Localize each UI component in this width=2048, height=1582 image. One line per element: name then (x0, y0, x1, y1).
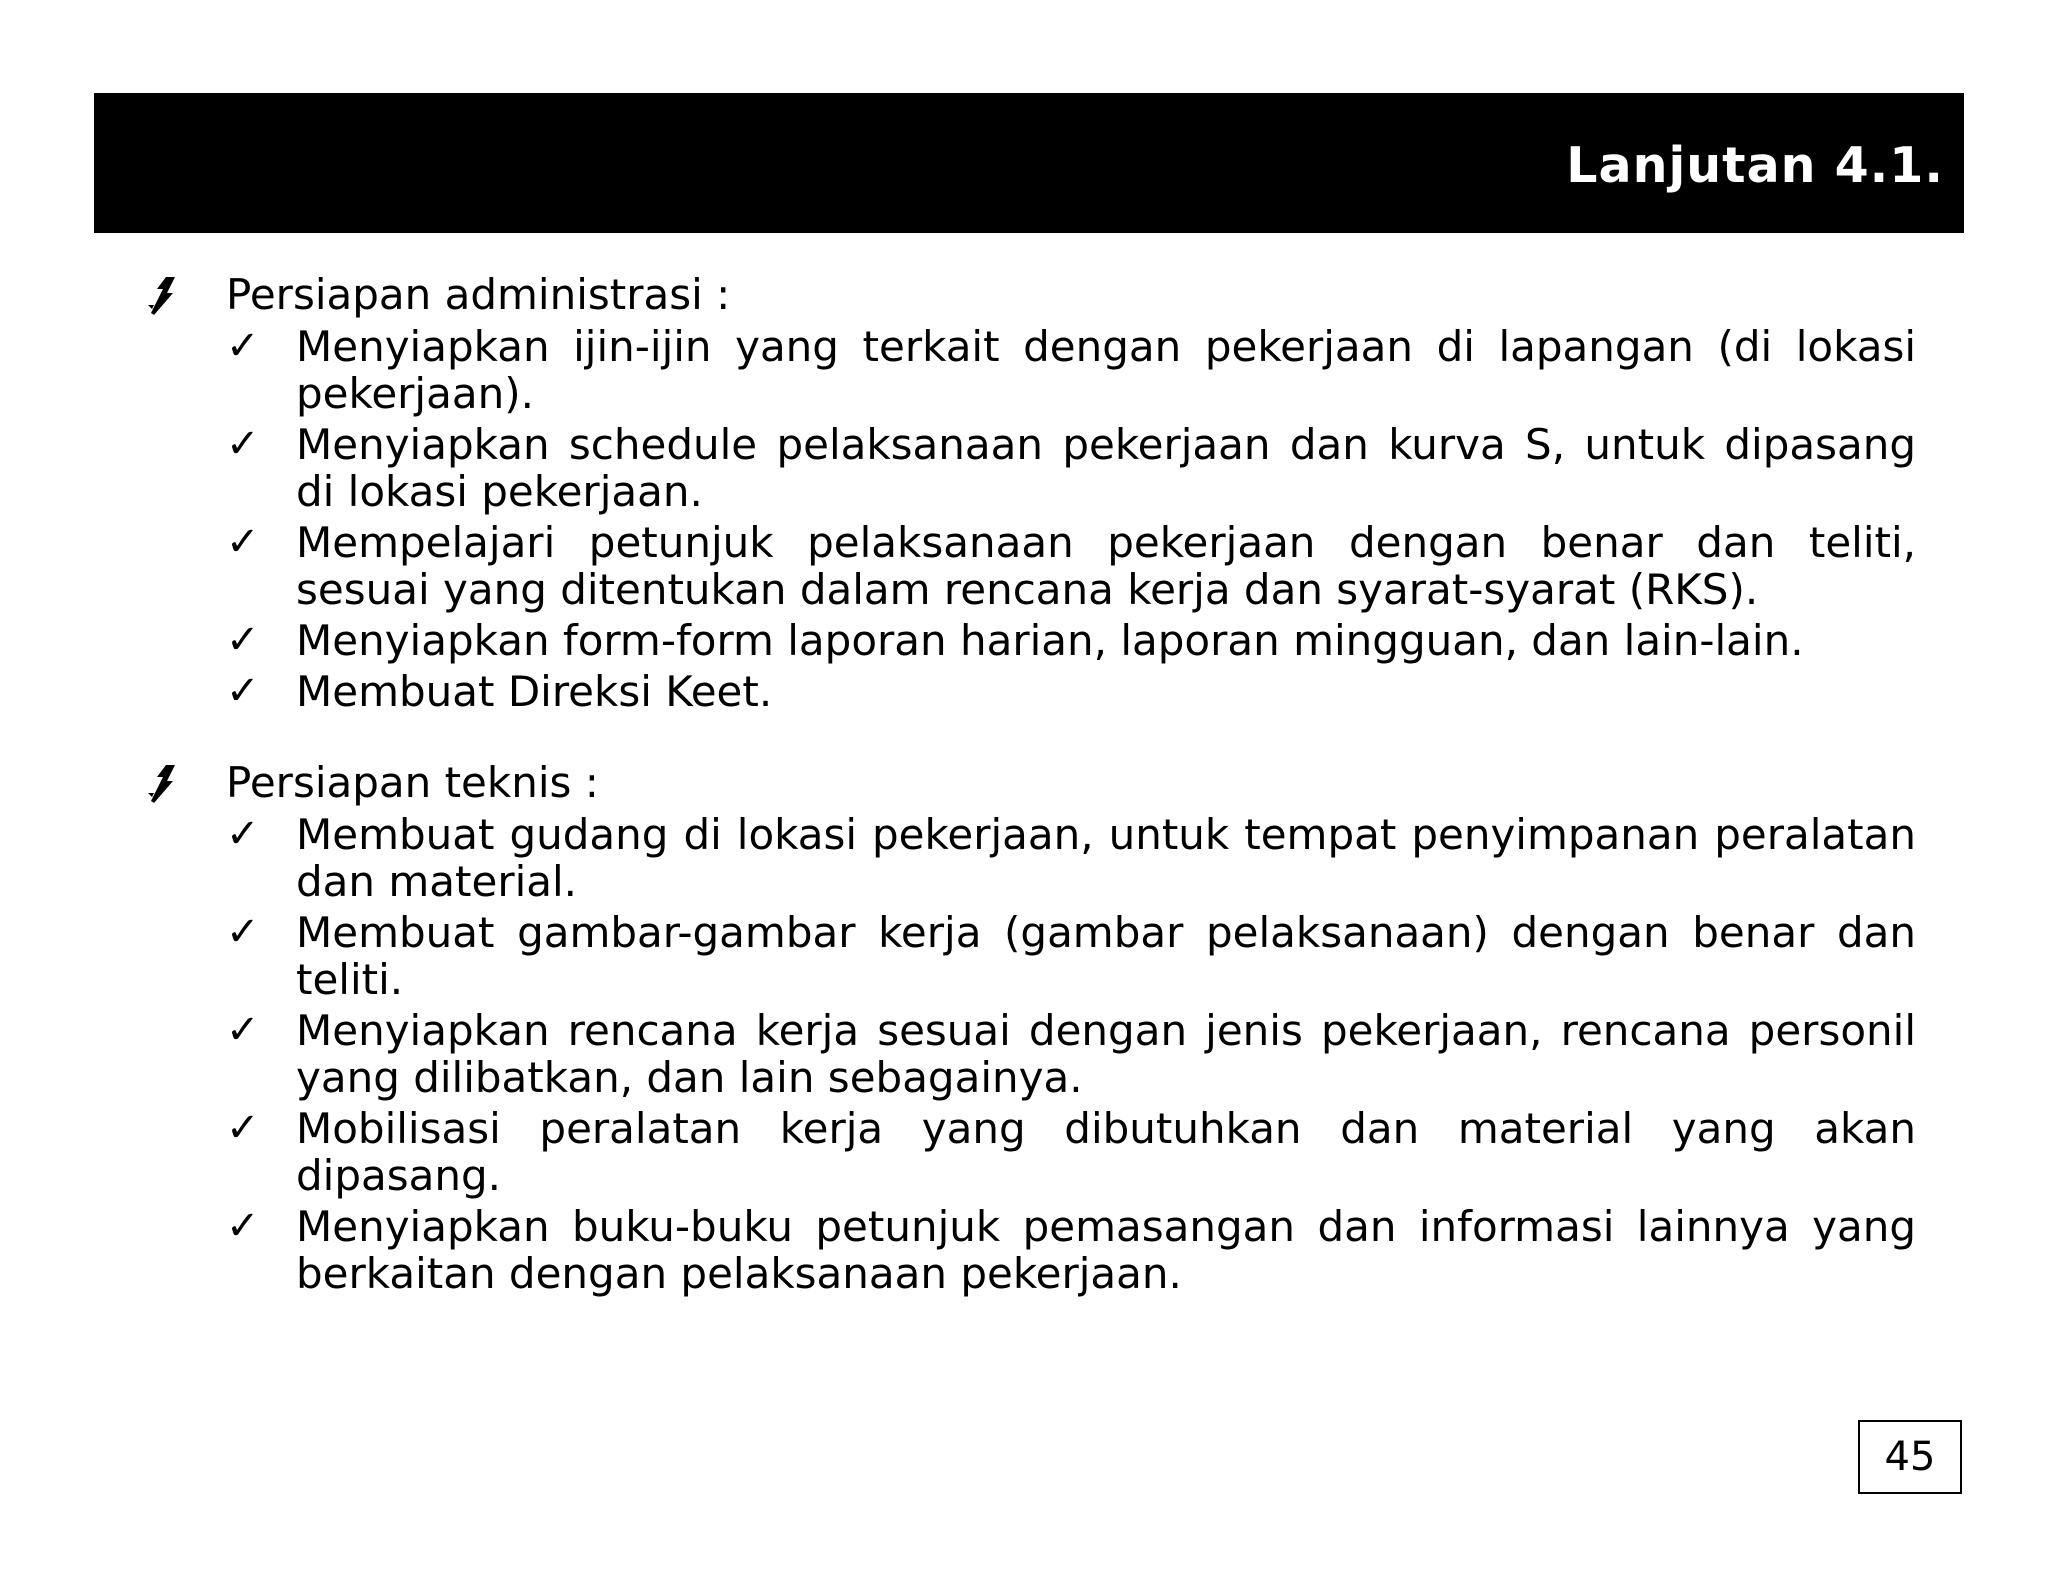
check-icon: ✓ (226, 811, 260, 857)
section-heading (146, 755, 1916, 811)
section-title: Persiapan teknis : (226, 758, 599, 807)
check-icon: ✓ (226, 909, 260, 955)
list-item (146, 1203, 1916, 1297)
list-item-text: Membuat gudang di lokasi pekerjaan, untuk tempat penyimpanan peralatan dan material. (296, 810, 1916, 906)
section-administrasi (146, 267, 1916, 719)
bolt-icon (146, 763, 180, 803)
list-item (146, 1105, 1916, 1199)
list-item (146, 617, 1916, 664)
list-item (146, 323, 1916, 417)
bolt-icon (146, 275, 180, 315)
checklist (146, 811, 1916, 1297)
list-item-text: Menyiapkan ijin-ijin yang terkait dengan pekerjaan di lapangan (di lokasi pekerjaan). (296, 322, 1916, 418)
section-teknis (146, 755, 1916, 1301)
list-item (146, 519, 1916, 613)
list-item-text: Membuat gambar-gambar kerja (gambar pelaksanaan) dengan benar dan teliti. (296, 908, 1916, 1004)
list-item-text: Menyiapkan form-form laporan harian, laporan mingguan, dan lain-lain. (296, 616, 1804, 665)
list-item-text: Mobilisasi peralatan kerja yang dibutuhkan dan material yang akan dipasang. (296, 1104, 1916, 1200)
list-item (146, 909, 1916, 1003)
list-item (146, 811, 1916, 905)
check-icon: ✓ (226, 323, 260, 369)
header-bar (94, 93, 1964, 233)
check-icon: ✓ (226, 1007, 260, 1053)
check-icon: ✓ (226, 1105, 260, 1151)
page-number-box (1858, 1420, 1962, 1494)
page-title: Lanjutan 4.1. (1566, 137, 1944, 194)
list-item-text: Mempelajari petunjuk pelaksanaan pekerjaan dengan benar dan teliti, sesuai yang ditentukan dalam rencana kerja dan syarat-syarat (RKS). (296, 518, 1916, 614)
section-title: Persiapan administrasi : (226, 270, 731, 319)
check-icon: ✓ (226, 668, 260, 714)
list-item-text: Membuat Direksi Keet. (296, 667, 773, 716)
page-number: 45 (1884, 1434, 1936, 1480)
list-item-text: Menyiapkan rencana kerja sesuai dengan jenis pekerjaan, rencana personil yang dilibatkan, dan lain sebagainya. (296, 1006, 1916, 1102)
list-item (146, 668, 1916, 715)
check-icon: ✓ (226, 1203, 260, 1249)
list-item-text: Menyiapkan buku-buku petunjuk pemasangan dan informasi lainnya yang berkaitan dengan pelaksanaan pekerjaan. (296, 1202, 1916, 1298)
check-icon: ✓ (226, 519, 260, 565)
check-icon: ✓ (226, 617, 260, 663)
check-icon: ✓ (226, 421, 260, 467)
list-item (146, 1007, 1916, 1101)
list-item (146, 421, 1916, 515)
section-heading (146, 267, 1916, 323)
checklist (146, 323, 1916, 715)
list-item-text: Menyiapkan schedule pelaksanaan pekerjaan dan kurva S, untuk dipasang di lokasi pekerjaan. (296, 420, 1916, 516)
